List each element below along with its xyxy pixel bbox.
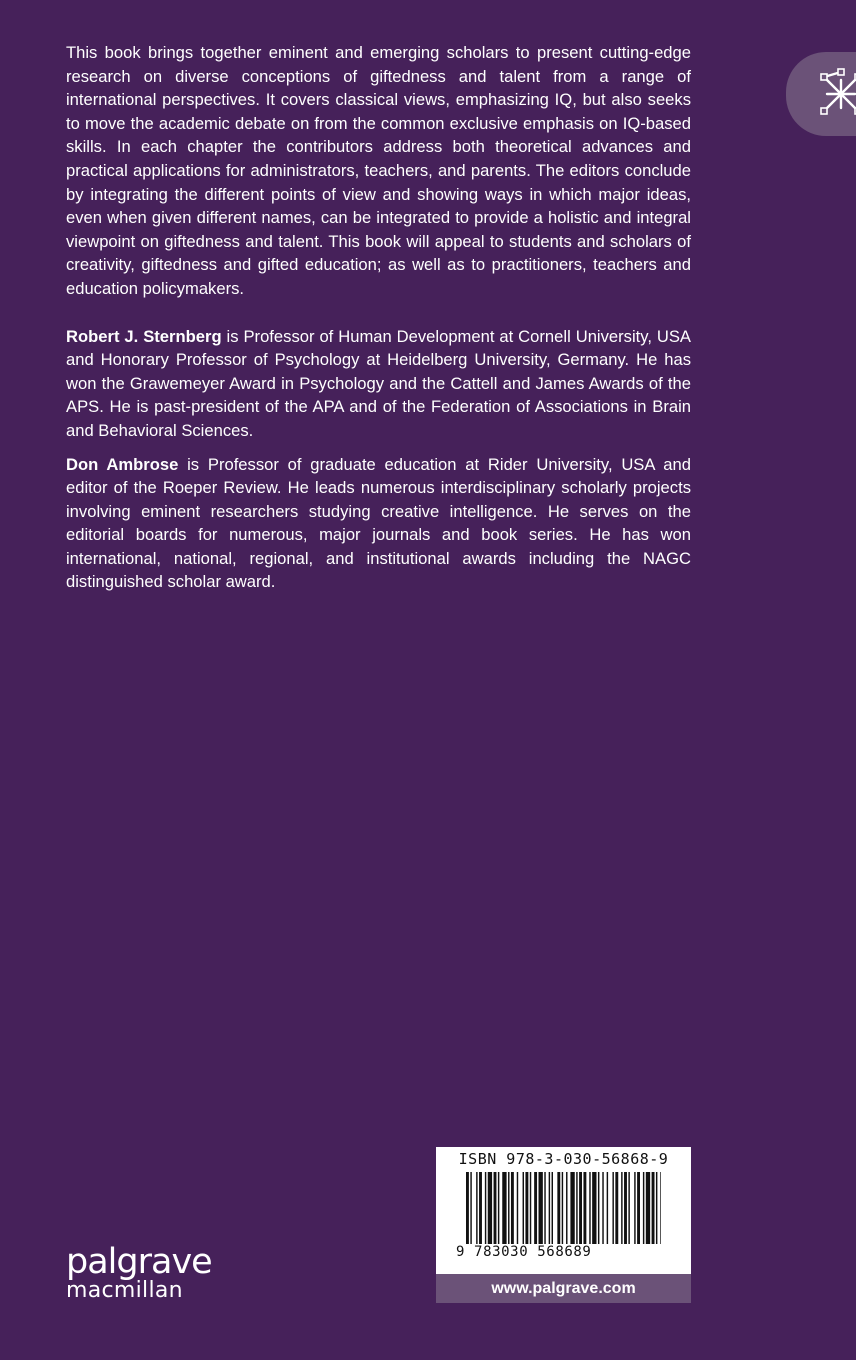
barcode-bar	[494, 1172, 497, 1244]
barcode-bar	[534, 1172, 537, 1244]
barcode-bar	[643, 1172, 644, 1244]
barcode-bar	[508, 1172, 509, 1244]
barcode-bar	[557, 1172, 560, 1244]
publisher-name-line1: palgrave	[66, 1242, 212, 1282]
barcode-bar	[628, 1172, 629, 1244]
barcode-bar	[530, 1172, 531, 1244]
barcode-bar	[589, 1172, 590, 1244]
barcode-bar	[523, 1172, 524, 1244]
barcode-bar	[549, 1172, 550, 1244]
barcode-image	[466, 1172, 661, 1244]
barcode-digits: 9 783030 568689	[456, 1244, 592, 1260]
author-name: Robert J. Sternberg	[66, 326, 222, 346]
barcode-bar	[615, 1172, 618, 1244]
publisher-url[interactable]: www.palgrave.com	[436, 1274, 691, 1303]
author-bio-text: is Professor of graduate education at Rider University, USA and editor of the Roeper Review. He leads numerous interdisciplinary scholarly projects involving eminent researchers studying creative intelligence. He serves on the editorial boards for numerous, major journals and book series. He has won international, national, regional, and institutional awards including the NAGC distinguished scholar award.	[66, 454, 691, 592]
barcode-bar	[498, 1172, 499, 1244]
barcode-bar	[566, 1172, 567, 1244]
barcode-bar	[511, 1172, 514, 1244]
isbn-barcode-box	[436, 1147, 691, 1303]
barcode-bar	[634, 1172, 635, 1244]
barcode-bar	[583, 1172, 586, 1244]
barcode-bar	[612, 1172, 613, 1244]
barcode-bar	[470, 1172, 471, 1244]
cover-text	[66, 41, 691, 604]
barcode-bar	[485, 1172, 486, 1244]
barcode-bar	[656, 1172, 657, 1244]
barcode-bar	[579, 1172, 582, 1244]
barcode-bar	[607, 1172, 608, 1244]
barcode-bar	[479, 1172, 482, 1244]
barcode-bar	[576, 1172, 577, 1244]
palgrave-logo-tab	[786, 52, 856, 136]
barcode-bar	[488, 1172, 492, 1244]
author-bio-ambrose	[66, 453, 691, 595]
author-bio-text: is Professor of Human Development at Cornell University, USA and Honorary Professor of Psychology at Heidelberg University, Germany. He has won the Grawemeyer Award in Psychology and the Cattell and James Awards of the APS. He is past-president of the APA and of the Federation of Associations in Brain and Behavioral Sciences.	[66, 326, 691, 440]
barcode-bar	[602, 1172, 603, 1244]
publisher-logo	[66, 1242, 212, 1303]
barcode-bar	[517, 1172, 518, 1244]
author-name: Don Ambrose	[66, 454, 179, 474]
barcode-bar	[502, 1172, 506, 1244]
barcode-bar	[660, 1172, 661, 1244]
barcode-bar	[525, 1172, 528, 1244]
author-bio-sternberg	[66, 325, 691, 443]
barcode-bar	[570, 1172, 574, 1244]
barcode-bar	[646, 1172, 650, 1244]
barcode-bar	[598, 1172, 599, 1244]
barcode-bar	[562, 1172, 563, 1244]
publisher-name-line2: macmillan	[66, 1278, 183, 1303]
barcode-bar	[624, 1172, 627, 1244]
book-description: This book brings together eminent and emerging scholars to present cutting-edge research on diverse conceptions of giftedness and talent from a range of international perspectives. It covers classical views, emphasizing IQ, but also seeks to move the academic debate on from the common exclusive emphasis on IQ-based skills. In each chapter the contributors address both theoretical advances and practical applications for administrators, teachers, and parents. The editors conclude by integrating the different points of view and showing ways in which major ideas, even when given different names, can be integrated to provide a holistic and integral viewpoint on giftedness and talent. This book will appeal to students and scholars of creativity, giftedness and gifted education; as well as to practitioners, teachers and education policymakers.	[66, 43, 691, 298]
barcode-bar	[466, 1172, 469, 1244]
barcode-bar	[592, 1172, 596, 1244]
barcode-bar	[539, 1172, 543, 1244]
barcode-bar	[552, 1172, 553, 1244]
barcode-bar	[621, 1172, 622, 1244]
barcode-bar	[637, 1172, 640, 1244]
barcode-bar	[652, 1172, 655, 1244]
barcode-bar	[476, 1172, 477, 1244]
isbn-label: ISBN 978-3-030-56868-9	[458, 1150, 669, 1168]
barcode-bar	[544, 1172, 545, 1244]
